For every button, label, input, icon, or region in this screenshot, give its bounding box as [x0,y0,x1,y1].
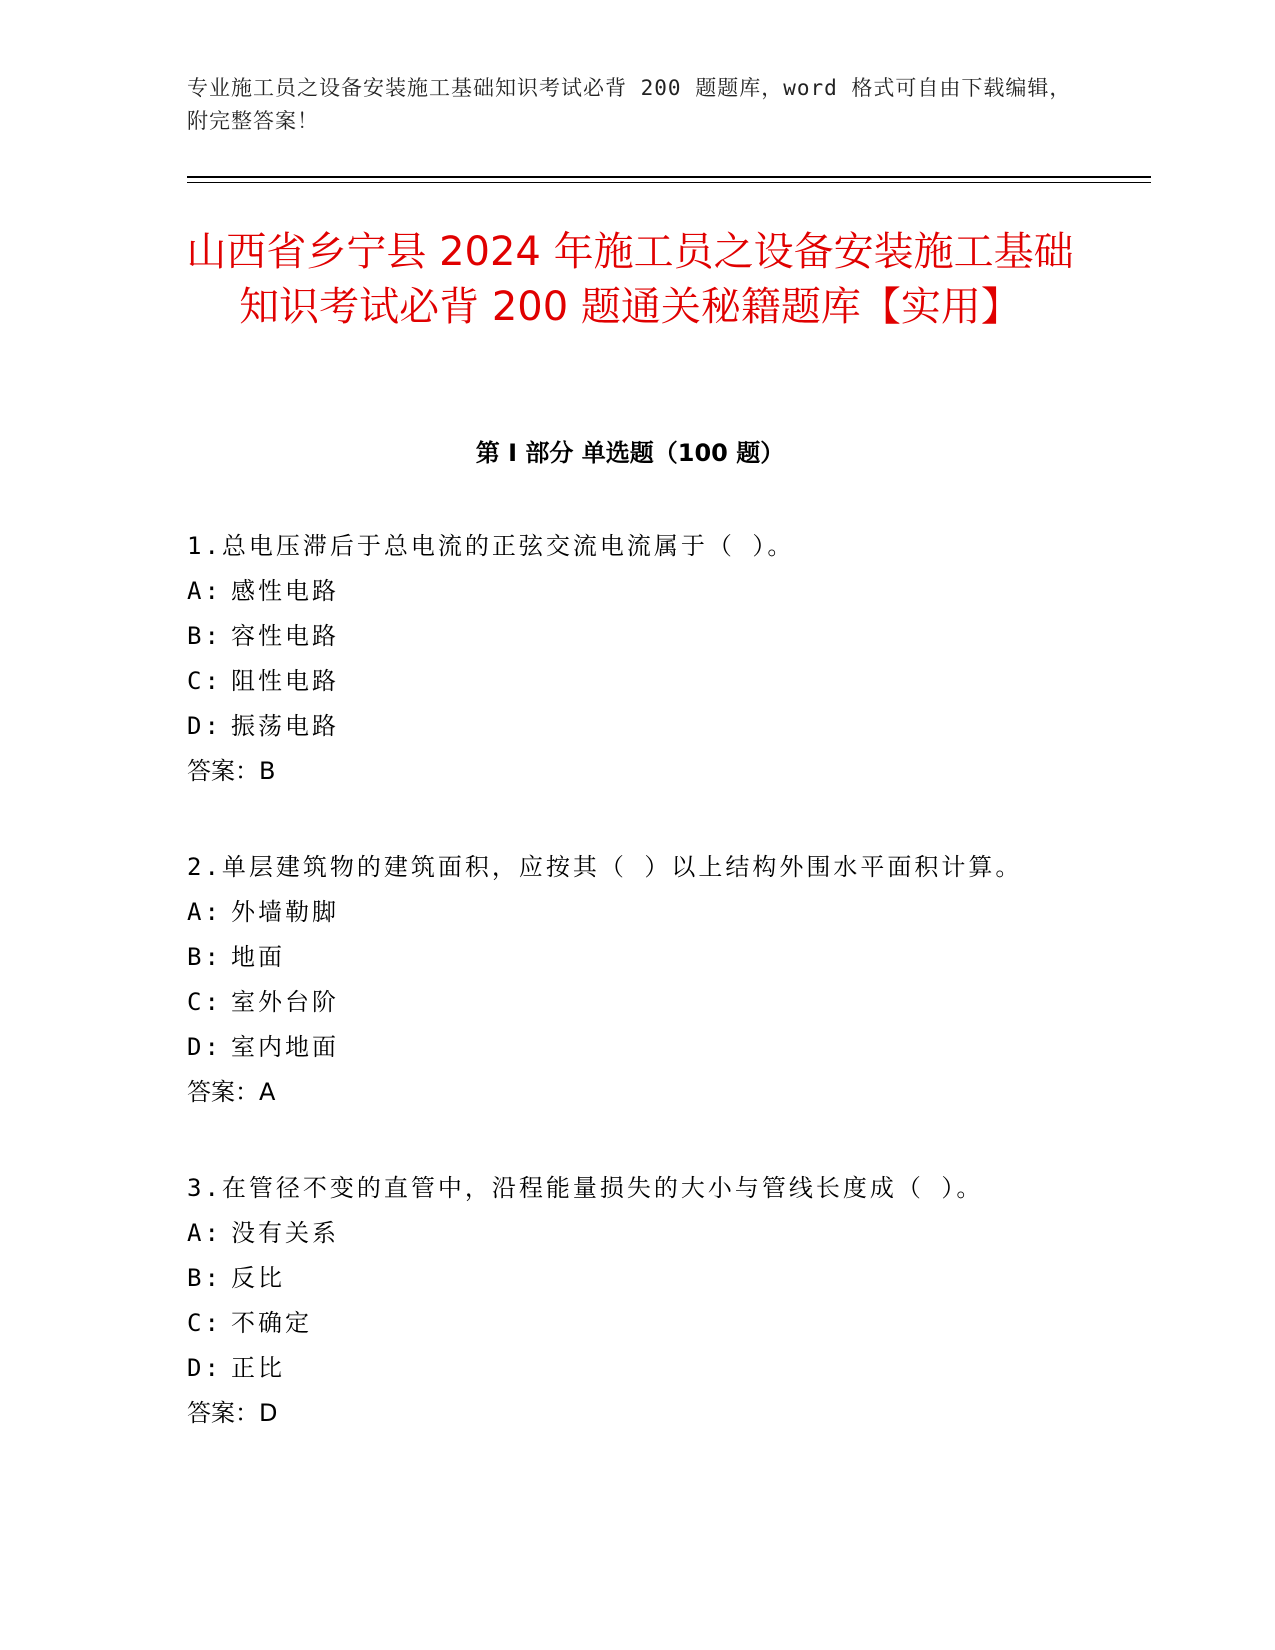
header-divider-thin [187,182,1151,183]
option-text: 阻性电路 [231,667,339,695]
option-letter: C: [187,1309,222,1337]
question-1 [187,524,1147,794]
option-letter: D: [187,712,222,740]
option-text: 振荡电路 [231,712,339,740]
option-d [187,704,1147,749]
section-heading: 第 I 部分 单选题（100 题） [475,439,785,467]
question-list [187,524,1147,1487]
option-letter: C: [187,667,222,695]
option-text: 地面 [231,943,285,971]
option-b [187,1256,1147,1301]
option-letter: D: [187,1354,222,1382]
option-a [187,569,1147,614]
question-stem: 3.在管径不变的直管中，沿程能量损失的大小与管线长度成（ ）。 [187,1174,984,1202]
option-b [187,935,1147,980]
option-text: 室外台阶 [231,988,339,1016]
option-letter: A: [187,898,222,926]
option-text: 不确定 [231,1309,312,1337]
option-text: 感性电路 [231,577,339,605]
option-text: 反比 [231,1264,285,1292]
question-stem: 1.总电压滞后于总电流的正弦交流电流属于（ ）。 [187,532,795,560]
header-note: 专业施工员之设备安装施工基础知识考试必背 200 题题库，word 格式可自由下载编辑，附完整答案！ [187,76,1072,133]
option-text: 正比 [231,1354,285,1382]
header-divider-thick [187,176,1151,178]
option-letter: D: [187,1033,222,1061]
option-a [187,890,1147,935]
option-b [187,614,1147,659]
option-text: 外墙勒脚 [231,898,339,926]
option-letter: B: [187,943,222,971]
option-c [187,1301,1147,1346]
answer: 答案：B [187,757,276,785]
question-2 [187,845,1147,1115]
option-letter: A: [187,577,222,605]
option-a [187,1211,1147,1256]
option-letter: C: [187,988,222,1016]
option-text: 室内地面 [231,1033,339,1061]
answer: 答案：A [187,1078,276,1106]
option-c [187,659,1147,704]
option-letter: B: [187,1264,222,1292]
option-d [187,1346,1147,1391]
answer: 答案：D [187,1399,278,1427]
question-stem: 2.单层建筑物的建筑面积，应按其（ ）以上结构外围水平面积计算。 [187,853,1023,881]
option-c [187,980,1147,1025]
option-d [187,1025,1147,1070]
option-text: 没有关系 [231,1219,339,1247]
option-text: 容性电路 [231,622,339,650]
question-3 [187,1166,1147,1436]
option-letter: B: [187,622,222,650]
document-title: 山西省乡宁县 2024 年施工员之设备安装施工基础知识考试必背 200 题通关秘籍题库【实用】 [186,229,1074,330]
option-letter: A: [187,1219,222,1247]
